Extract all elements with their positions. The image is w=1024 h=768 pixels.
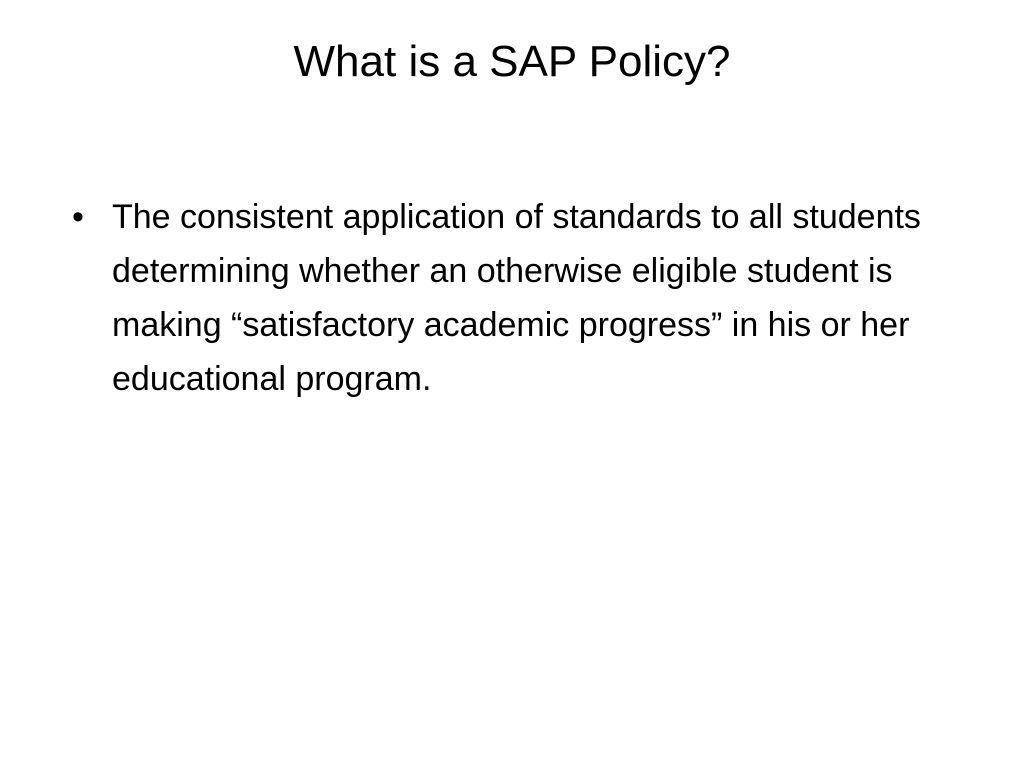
bullet-text: The consistent application of standards to all students determining whether an otherwise eligible student is making “satisfactory academic progress” in his or her educational program. xyxy=(112,198,921,398)
slide-title: What is a SAP Policy? xyxy=(293,37,731,86)
bullet-list xyxy=(72,190,942,406)
bullet-dot-icon: • xyxy=(72,198,84,236)
bullet-item xyxy=(72,190,942,406)
